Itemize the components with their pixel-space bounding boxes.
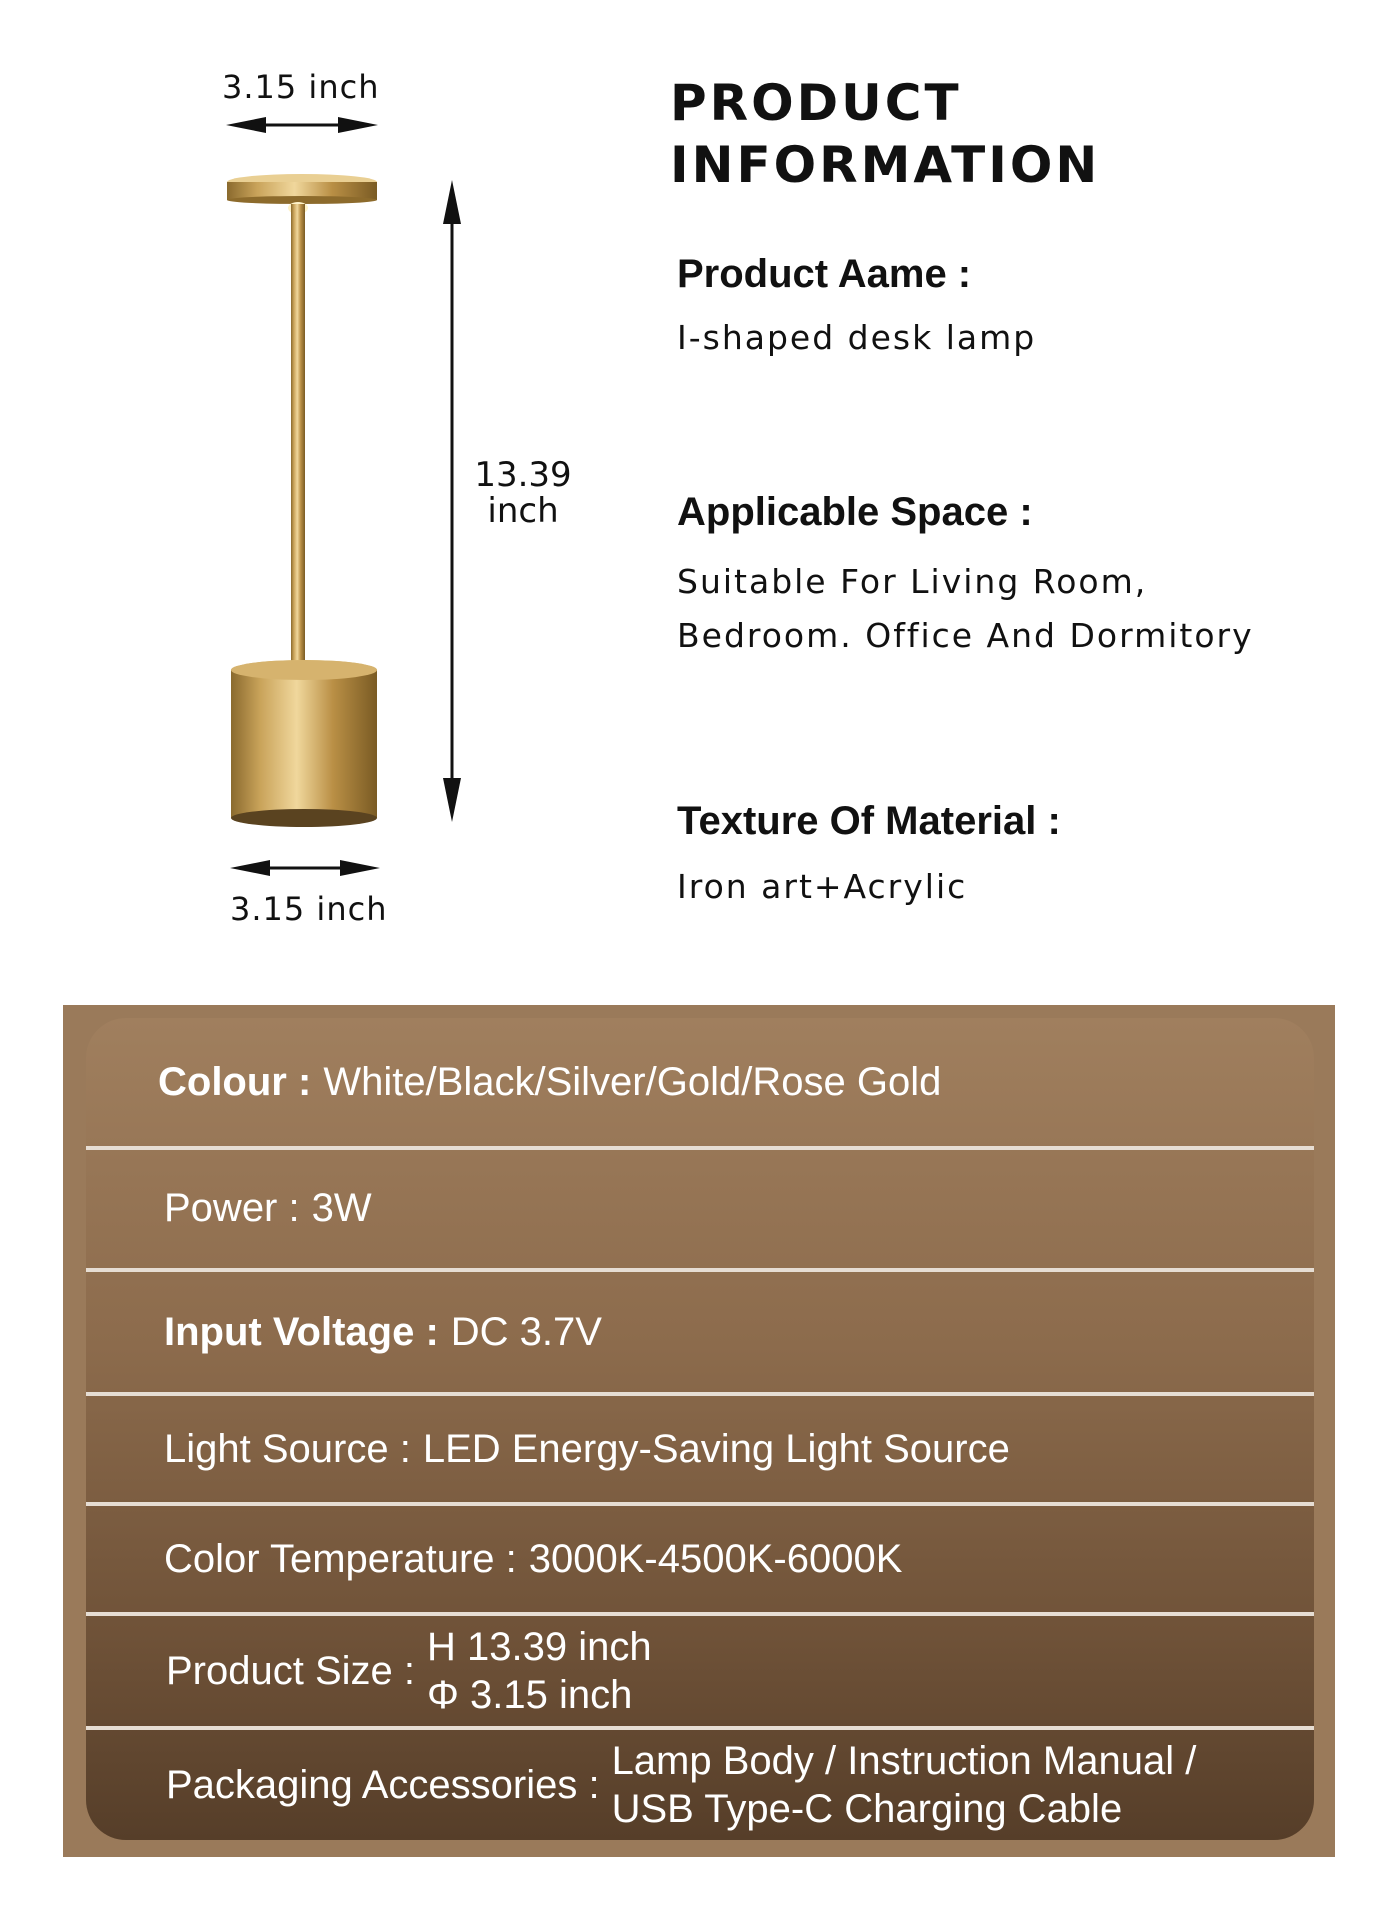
height-label-unit: inch xyxy=(487,491,559,531)
spec-value-power: 3W xyxy=(311,1185,372,1230)
spec-row-input-voltage xyxy=(86,1272,1314,1392)
spec-row-colour xyxy=(86,1018,1314,1146)
spec-row-light-source xyxy=(86,1396,1314,1502)
material-value: Iron art+Acrylic xyxy=(677,867,968,906)
height-label-value: 13.39 xyxy=(474,455,572,495)
top-width-label: 3.15 inch xyxy=(222,68,380,106)
lamp-illustration xyxy=(200,160,420,840)
top-width-arrow xyxy=(226,113,378,137)
spec-row-color-temperature xyxy=(86,1506,1314,1612)
spec-row-product-size xyxy=(86,1616,1314,1726)
lamp-stem xyxy=(291,204,305,704)
spec-label-color-temperature: Color Temperature : xyxy=(164,1536,517,1581)
spec-row-power xyxy=(86,1150,1314,1266)
spec-value-colour: White/Black/Silver/Gold/Rose Gold xyxy=(323,1059,942,1104)
applicable-space-line1: Suitable For Living Room, xyxy=(677,562,1148,601)
spec-label-packaging: Packaging Accessories : xyxy=(166,1762,600,1807)
spec-value-product-size-line2: Φ 3.15 inch xyxy=(427,1673,633,1717)
applicable-space-heading: Applicable Space : xyxy=(677,490,1033,534)
material-heading: Texture Of Material : xyxy=(677,799,1061,843)
spec-row-packaging xyxy=(86,1730,1314,1840)
lamp-base xyxy=(231,670,377,818)
spec-label-input-voltage: Input Voltage : xyxy=(164,1309,439,1354)
spec-value-light-source: LED Energy-Saving Light Source xyxy=(422,1426,1010,1471)
spec-value-packaging-line1: Lamp Body / Instruction Manual / xyxy=(611,1739,1197,1783)
spec-label-colour: Colour : xyxy=(158,1059,312,1104)
spec-value-packaging-line2: USB Type-C Charging Cable xyxy=(611,1787,1123,1831)
bottom-width-label: 3.15 inch xyxy=(230,890,388,928)
spec-value-product-size-line1: H 13.39 inch xyxy=(427,1625,652,1669)
spec-label-product-size: Product Size : xyxy=(166,1648,416,1693)
bottom-width-arrow xyxy=(230,856,380,880)
product-info-title xyxy=(670,72,1100,196)
product-name-value: I-shaped desk lamp xyxy=(677,318,1037,357)
product-name-heading: Product Aame : xyxy=(677,252,972,296)
product-info-title-line1: PRODUCT xyxy=(670,74,962,132)
spec-label-light-source: Light Source : xyxy=(164,1426,411,1471)
product-info-title-line2: INFORMATION xyxy=(670,136,1101,194)
spec-value-product-size xyxy=(415,1623,652,1719)
spec-value-packaging xyxy=(600,1737,1197,1833)
spec-value-color-temperature: 3000K-4500K-6000K xyxy=(528,1536,903,1581)
applicable-space-line2: Bedroom. Office And Dormitory xyxy=(677,616,1254,655)
spec-label-power: Power : xyxy=(164,1185,300,1230)
spec-panel xyxy=(86,1018,1314,1840)
spec-value-input-voltage: DC 3.7V xyxy=(450,1309,602,1354)
